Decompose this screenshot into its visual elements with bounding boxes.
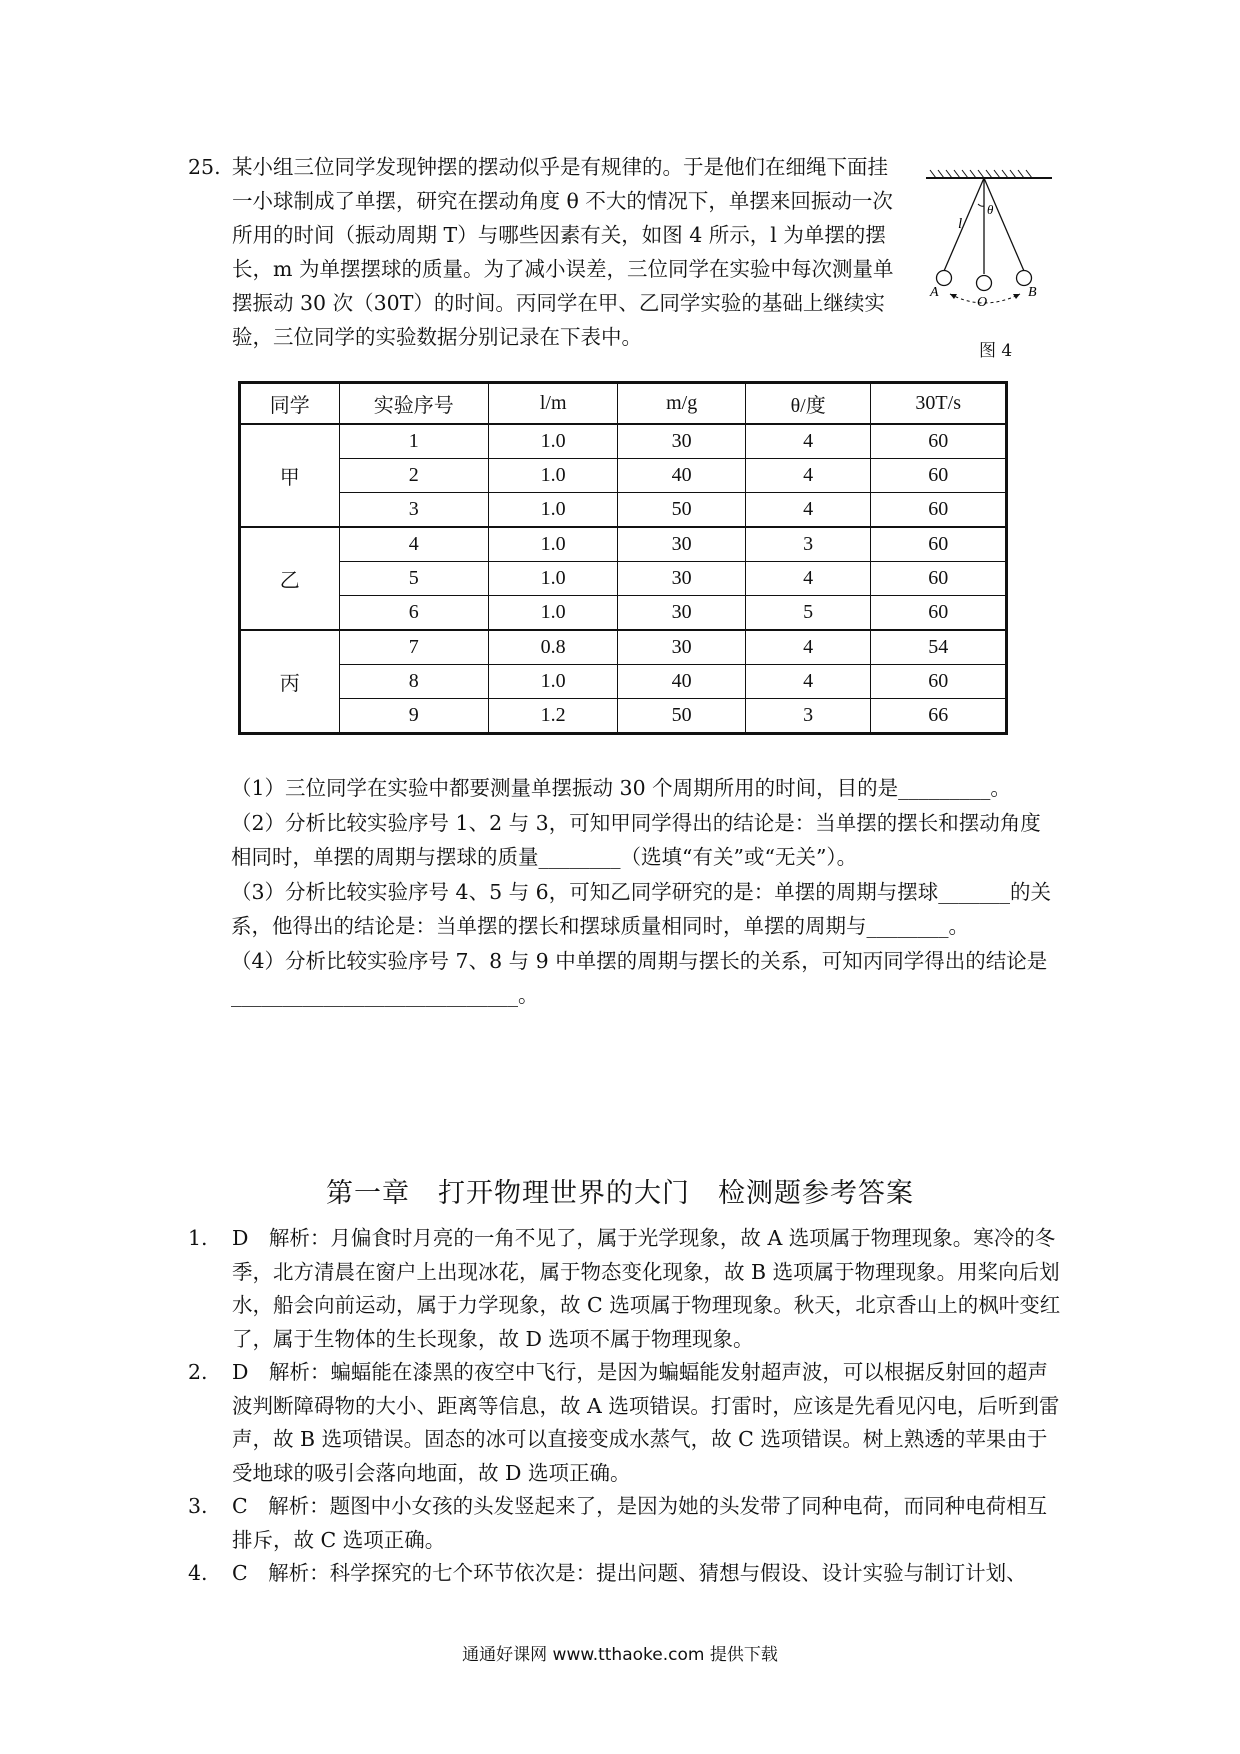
table-cell: 4: [745, 459, 870, 493]
answer-item: [188, 1490, 1063, 1557]
subquestions: [231, 771, 1061, 1013]
label-l: l: [958, 216, 963, 232]
table-cell: 30: [618, 424, 746, 459]
header-time: 30T/s: [871, 383, 1007, 425]
answer-number: 4.: [188, 1561, 208, 1585]
question-number: 25.: [188, 155, 221, 179]
table-cell: 4: [339, 527, 488, 562]
table-cell: 30: [618, 630, 746, 665]
table-cell: 60: [871, 596, 1007, 631]
table-cell: 60: [871, 527, 1007, 562]
table-cell: 5: [339, 562, 488, 596]
table-cell: 1.0: [488, 424, 617, 459]
table-cell: 1.0: [488, 459, 617, 493]
answer-text: C 解析：科学探究的七个环节依次是：提出问题、猜想与假设、设计实验与制订计划、: [232, 1561, 1027, 1585]
question-text: 某小组三位同学发现钟摆的摆动似乎是有规律的。于是他们在细绳下面挂一小球制成了单摆，研究在摆动角度 θ 不大的情况下，单摆来回振动一次所用的时间（振动周期 T）与哪些因素有关，如图 4 所示，l 为单摆的摆长，m 为单摆摆球的质量。为了减小误差，三位同学在实验中每次测量单摆振动 30 次（30T）的时间。丙同学在甲、乙同学实验的基础上继续实验，三位同学的实验数据分别记录在下表中。: [232, 155, 894, 349]
header-length: l/m: [488, 383, 617, 425]
table-cell: 1.0: [488, 665, 617, 699]
table-row: [240, 459, 1007, 493]
answer-number: 1.: [188, 1226, 208, 1250]
student-cell: 乙: [240, 527, 340, 630]
student-cell: 丙: [240, 630, 340, 734]
student-cell: 甲: [240, 424, 340, 527]
answer-text: D 解析：蝙蝠能在漆黑的夜空中飞行，是因为蝙蝠能发射超声波，可以根据反射回的超声波判断障碍物的大小、距离等信息，故 A 选项错误。打雷时，应该是先看见闪电，后听到雷声，故 B 选项错误。固态的冰可以直接变成水蒸气，故 C 选项错误。树上熟透的苹果由于受地球的吸引会落向地面，故 D 选项正确。: [232, 1360, 1060, 1485]
question-25: [188, 150, 908, 354]
figure-caption: 图 4: [979, 341, 1013, 361]
table-row: [240, 596, 1007, 631]
table-cell: 1.0: [488, 493, 617, 528]
table-cell: 6: [339, 596, 488, 631]
table-cell: 54: [871, 630, 1007, 665]
table-cell: 60: [871, 665, 1007, 699]
table-cell: 1.0: [488, 527, 617, 562]
table-cell: 60: [871, 424, 1007, 459]
table-row: [240, 424, 1007, 459]
table-header-row: [240, 383, 1007, 425]
table-cell: 9: [339, 699, 488, 734]
table-cell: 50: [618, 493, 746, 528]
answer-list: [188, 1222, 1063, 1591]
table-row: [240, 527, 1007, 562]
table-cell: 1: [339, 424, 488, 459]
table-cell: 60: [871, 459, 1007, 493]
table-cell: 4: [745, 424, 870, 459]
subquestion-1: （1）三位同学在实验中都要测量单摆振动 30 个周期所用的时间，目的是_________。: [231, 776, 1011, 800]
table-cell: 30: [618, 562, 746, 596]
answer-text: C 解析：题图中小女孩的头发竖起来了，是因为她的头发带了同种电荷，而同种电荷相互排斥，故 C 选项正确。: [232, 1494, 1048, 1552]
header-trial: 实验序号: [339, 383, 488, 425]
experiment-table: [238, 381, 1008, 735]
footer-credit: 通通好课网 www.tthaoke.com 提供下载: [462, 1645, 778, 1665]
table-cell: 40: [618, 665, 746, 699]
header-mass: m/g: [618, 383, 746, 425]
table-cell: 8: [339, 665, 488, 699]
table-cell: 4: [745, 665, 870, 699]
table-cell: 4: [745, 562, 870, 596]
table-cell: 50: [618, 699, 746, 734]
table-cell: 1.0: [488, 596, 617, 631]
table-cell: 60: [871, 493, 1007, 528]
answer-number: 2.: [188, 1360, 208, 1384]
subquestion-3: （3）分析比较实验序号 4、5 与 6，可知乙同学研究的是：单摆的周期与摆球_______的关系，他得出的结论是：当单摆的摆长和摆球质量相同时，单摆的周期与________。: [231, 879, 1051, 938]
table-cell: 3: [745, 527, 870, 562]
label-theta: θ: [987, 202, 994, 217]
table-cell: 5: [745, 596, 870, 631]
table-row: [240, 493, 1007, 528]
subquestion-2: （2）分析比较实验序号 1、2 与 3，可知甲同学得出的结论是：当单摆的摆长和摆动角度相同时，单摆的周期与摆球的质量________（选填“有关”或“无关”）。: [231, 810, 1041, 869]
label-B: B: [1028, 285, 1037, 300]
table-cell: 40: [618, 459, 746, 493]
subquestion-4: （4）分析比较实验序号 7、8 与 9 中单摆的周期与摆长的关系，可知丙同学得出的结论是____________________________。: [231, 948, 1048, 1007]
table-row: [240, 699, 1007, 734]
table-cell: 1.0: [488, 562, 617, 596]
table-cell: 30: [618, 527, 746, 562]
label-A: A: [930, 285, 939, 300]
table-cell: 30: [618, 596, 746, 631]
answer-item: [188, 1356, 1063, 1490]
answer-item: [188, 1557, 1063, 1591]
table-cell: 66: [871, 699, 1007, 734]
table-cell: 3: [339, 493, 488, 528]
table-cell: 3: [745, 699, 870, 734]
answer-item: [188, 1222, 1063, 1356]
chapter-title: 第一章 打开物理世界的大门 检测题参考答案: [326, 1178, 914, 1209]
table-cell: 7: [339, 630, 488, 665]
answer-text: D 解析：月偏食时月亮的一角不见了，属于光学现象，故 A 选项属于物理现象。寒冷的冬季，北方清晨在窗户上出现冰花，属于物态变化现象，故 B 选项属于物理现象。用桨向后划水，船会向前运动，属于力学现象，故 C 选项属于物理现象。秋天，北京香山上的枫叶变红了，属于生物体的生长现象，故 D 选项不属于物理现象。: [232, 1226, 1061, 1351]
table-row: [240, 665, 1007, 699]
table-cell: 0.8: [488, 630, 617, 665]
table-cell: 1.2: [488, 699, 617, 734]
table-row: [240, 630, 1007, 665]
header-student: 同学: [240, 383, 340, 425]
table-cell: 4: [745, 630, 870, 665]
table-cell: 2: [339, 459, 488, 493]
table-cell: 4: [745, 493, 870, 528]
label-O: O: [977, 295, 988, 310]
answer-number: 3.: [188, 1494, 208, 1518]
table-row: [240, 562, 1007, 596]
table-cell: 60: [871, 562, 1007, 596]
header-angle: θ/度: [745, 383, 870, 425]
